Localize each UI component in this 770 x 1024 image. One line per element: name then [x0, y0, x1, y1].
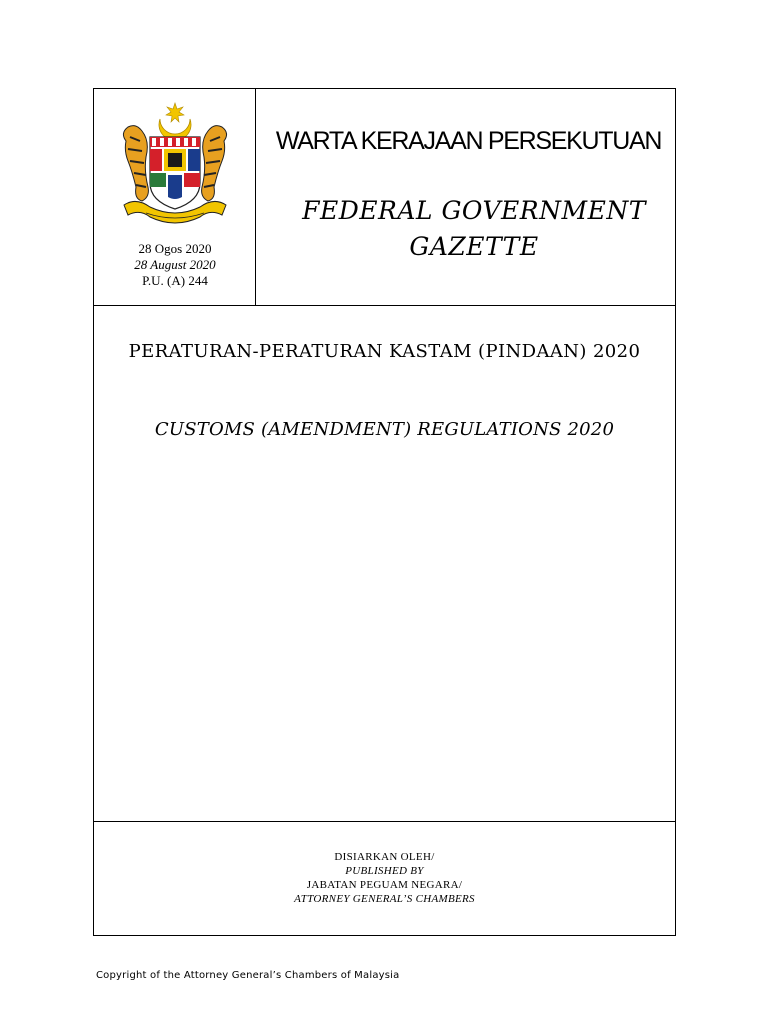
gazette-title-english-line2: GAZETTE [409, 232, 539, 261]
date-malay: 28 Ogos 2020 [138, 241, 212, 256]
copyright-notice: Copyright of the Attorney General’s Chambers of Malaysia [96, 970, 400, 981]
published-by-malay: DISIARKAN OLEH/ [334, 851, 435, 863]
gazette-title-malay: WARTA KERAJAAN PERSEKUTUAN [275, 127, 662, 155]
publisher-section [94, 821, 675, 936]
gazette-frame [93, 88, 676, 936]
publisher-name-english: ATTORNEY GENERAL’S CHAMBERS [294, 893, 475, 905]
gazette-header [94, 89, 675, 306]
publisher-name-malay: JABATAN PEGUAM NEGARA/ [306, 879, 463, 891]
date-english: 28 August 2020 [134, 257, 216, 272]
published-by-english: PUBLISHED BY [345, 865, 424, 877]
coat-of-arms-icon [116, 101, 234, 229]
regulation-title-malay: PERATURAN-PERATURAN KASTAM (PINDAAN) 2020 [128, 341, 641, 362]
issue-details [94, 241, 256, 289]
pu-reference: P.U. (A) 244 [142, 273, 208, 288]
issue-cell [94, 89, 256, 305]
gazette-title-english-line1: FEDERAL GOVERNMENT [302, 196, 646, 225]
publisher-block [94, 850, 675, 906]
gazette-title-english [274, 193, 674, 265]
regulation-title-english: CUSTOMS (AMENDMENT) REGULATIONS 2020 [154, 419, 615, 440]
